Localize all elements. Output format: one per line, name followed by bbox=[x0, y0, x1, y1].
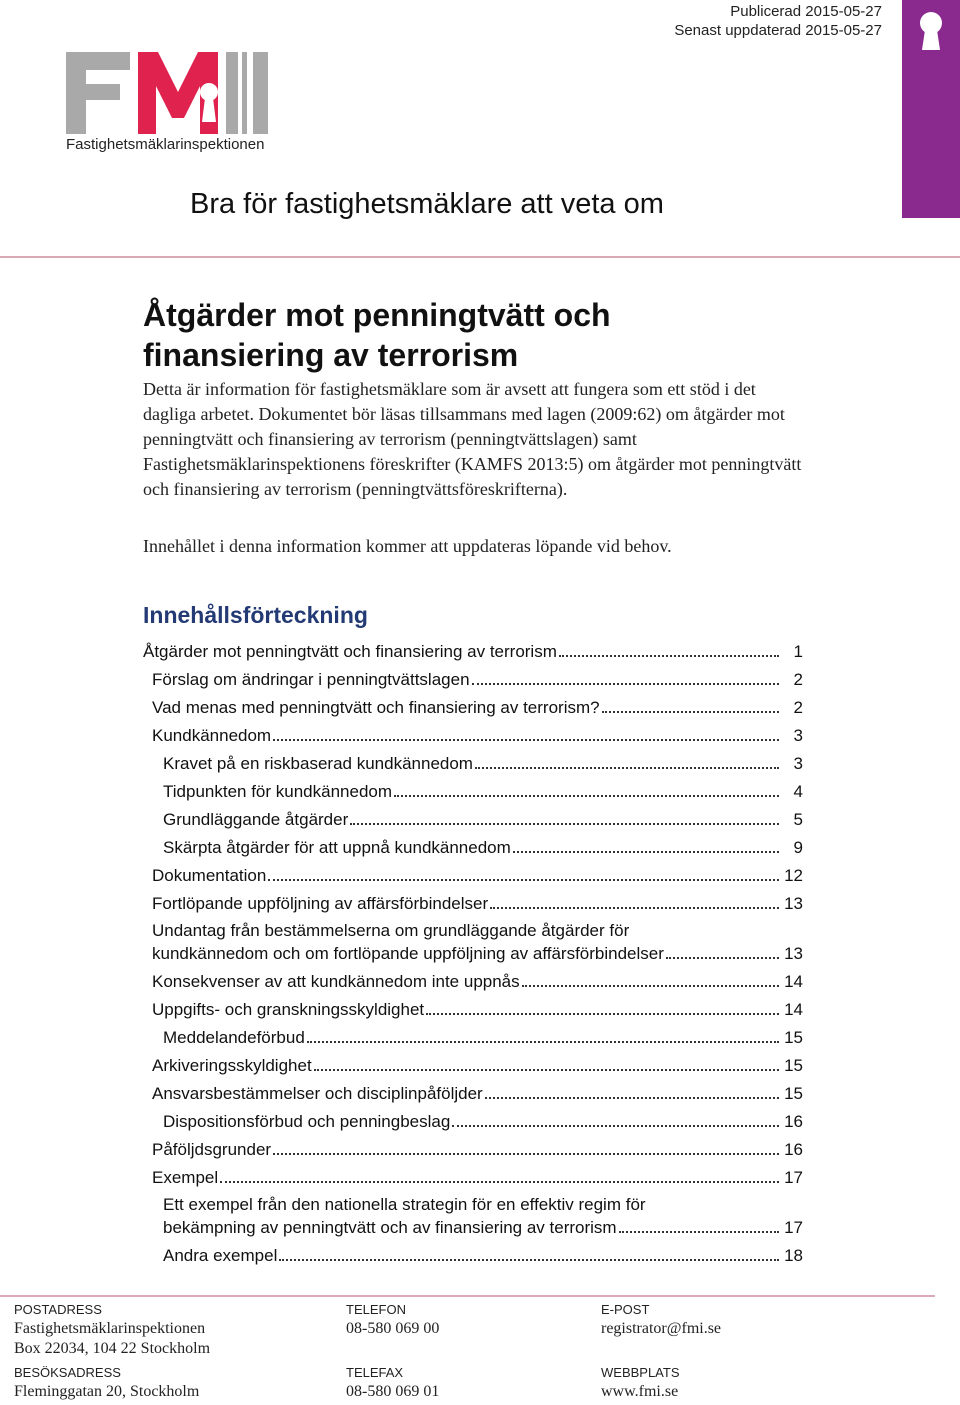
epost-label: E-POST bbox=[601, 1302, 650, 1317]
toc-entry[interactable] bbox=[152, 942, 803, 964]
toc-entry-title: Meddelandeförbud bbox=[163, 1028, 305, 1047]
toc-entry-page: 2 bbox=[793, 670, 803, 689]
toc-entry-page: 2 bbox=[793, 698, 803, 717]
webbplats-label: WEBBPLATS bbox=[601, 1365, 680, 1380]
toc-entry[interactable] bbox=[152, 998, 803, 1020]
toc-entry-title: Dispositionsförbud och penningbeslag bbox=[163, 1112, 451, 1131]
toc-leader bbox=[452, 1125, 779, 1127]
toc-leader bbox=[472, 683, 779, 685]
toc-entry[interactable] bbox=[163, 1216, 803, 1238]
toc-entry-page: 17 bbox=[784, 1218, 803, 1237]
intro-paragraph: Detta är information för fastighetsmäklare som är avsett att fungera som ett stöd i det dagliga arbetet. Dokumentet bör läsas tillsammans med lagen (2009:62) om åtgärder mot penningtvätt och finansiering av terrorism (penningtvättslagen) samt Fastighetsmäklarinspektionens föreskrifter (KAMFS 2013:5) om åtgärder mot penningtvätt och finansiering av terrorism (penningtvättsföreskrifterna). bbox=[143, 379, 802, 499]
toc-entry-title-line2: bekämpning av penningtvätt och av finansiering av terrorism bbox=[163, 1218, 617, 1237]
toc-entry-page: 1 bbox=[793, 642, 803, 661]
toc-entry-title: Tidpunkten för kundkännedom bbox=[163, 782, 393, 801]
publication-dates bbox=[674, 2, 882, 40]
keyhole-icon bbox=[916, 10, 946, 52]
toc-entry-title: Påföljdsgrunder bbox=[152, 1140, 272, 1159]
toc-entry[interactable] bbox=[152, 864, 803, 886]
toc-entry-page: 4 bbox=[793, 782, 803, 801]
toc-entry[interactable] bbox=[152, 668, 803, 690]
toc-leader bbox=[314, 1069, 779, 1071]
toc-entry-page: 15 bbox=[784, 1084, 803, 1103]
toc-entry-page: 18 bbox=[784, 1246, 803, 1265]
toc-entry-title: Förslag om ändringar i penningtvättslagen bbox=[152, 670, 470, 689]
epost-link[interactable]: registrator@fmi.se bbox=[601, 1320, 722, 1337]
toc-leader bbox=[619, 1231, 779, 1233]
toc-entry-title: Ansvarsbestämmelser och disciplinpåföljder bbox=[152, 1084, 483, 1103]
toc-leader bbox=[666, 957, 779, 959]
toc-leader bbox=[279, 1259, 779, 1261]
toc-entry-page: 16 bbox=[784, 1112, 803, 1131]
toc-title: Innehållsförteckning bbox=[143, 602, 368, 628]
toc-entry-title: Arkiveringsskyldighet bbox=[152, 1056, 312, 1075]
toc-leader bbox=[485, 1097, 779, 1099]
toc-entry-title: Fortlöpande uppföljning av affärsförbindelser bbox=[152, 894, 489, 913]
logo-wordmark: Fastighetsmäklarinspektionen bbox=[66, 136, 265, 153]
toc-entry[interactable] bbox=[152, 724, 803, 746]
toc-entry-title-line1: Undantag från bestämmelserna om grundläggande åtgärder för bbox=[152, 921, 630, 940]
toc-entry-title: Andra exempel bbox=[163, 1246, 278, 1265]
update-note: Innehållet i denna information kommer att uppdateras löpande vid behov. bbox=[143, 536, 672, 556]
toc-entry[interactable] bbox=[152, 1166, 803, 1188]
toc-entry-title: Skärpta åtgärder för att uppnå kundkännedom bbox=[163, 838, 511, 857]
toc-leader bbox=[513, 851, 779, 853]
toc-leader bbox=[475, 767, 779, 769]
toc-leader bbox=[602, 711, 779, 713]
title-line-2: finansiering av terrorism bbox=[143, 337, 519, 373]
toc-entry-page: 16 bbox=[784, 1140, 803, 1159]
telefax-label: TELEFAX bbox=[346, 1365, 404, 1380]
toc-leader bbox=[490, 907, 779, 909]
footer-divider bbox=[0, 1295, 935, 1297]
toc-leader bbox=[350, 823, 779, 825]
telefax-value: 08-580 069 01 bbox=[346, 1383, 440, 1400]
published-date: Publicerad 2015-05-27 bbox=[730, 3, 882, 20]
toc-entry-title: Grundläggande åtgärder bbox=[163, 810, 349, 829]
toc-entry-page: 15 bbox=[784, 1056, 803, 1075]
postadress-label: POSTADRESS bbox=[14, 1302, 102, 1317]
toc-leader bbox=[426, 1013, 779, 1015]
telefon-label: TELEFON bbox=[346, 1302, 406, 1317]
toc-leader bbox=[220, 1181, 779, 1183]
toc-entry-page: 13 bbox=[784, 894, 803, 913]
besoksadress-value: Fleminggatan 20, Stockholm bbox=[14, 1383, 200, 1400]
toc-entry[interactable] bbox=[152, 1138, 803, 1160]
telefon-value: 08-580 069 00 bbox=[346, 1320, 440, 1337]
toc-entry[interactable] bbox=[163, 780, 803, 802]
toc-entry[interactable] bbox=[163, 808, 803, 830]
postadress-line-1: Fastighetsmäklarinspektionen bbox=[14, 1320, 206, 1337]
toc-entry-page: 3 bbox=[793, 754, 803, 773]
toc-entry[interactable] bbox=[143, 640, 803, 662]
header-divider bbox=[0, 256, 960, 258]
toc-entry[interactable] bbox=[152, 892, 803, 914]
toc-entry-title: Konsekvenser av att kundkännedom inte uppnås bbox=[152, 972, 520, 991]
toc-entry-page: 13 bbox=[784, 944, 803, 963]
toc-entry[interactable] bbox=[163, 836, 803, 858]
title-line-1: Åtgärder mot penningtvätt och bbox=[143, 297, 611, 333]
toc-entry-page: 9 bbox=[793, 838, 803, 857]
toc-entry-title: Kravet på en riskbaserad kundkännedom bbox=[163, 754, 473, 773]
toc-leader bbox=[559, 655, 779, 657]
updated-date: Senast uppdaterad 2015-05-27 bbox=[674, 22, 882, 39]
toc-entry[interactable] bbox=[163, 1026, 803, 1048]
toc-entry-title-line2: kundkännedom och om fortlöpande uppföljning av affärsförbindelser bbox=[152, 944, 664, 963]
toc-leader bbox=[394, 795, 779, 797]
toc-entry-page: 14 bbox=[784, 972, 803, 991]
toc-entry[interactable] bbox=[152, 696, 803, 718]
toc-entry-page: 5 bbox=[793, 810, 803, 829]
toc-entry-title: Uppgifts- och granskningsskyldighet bbox=[152, 1000, 425, 1019]
document-title bbox=[143, 295, 611, 375]
postadress-line-2: Box 22034, 104 22 Stockholm bbox=[14, 1340, 211, 1357]
toc-entry-title: Exempel bbox=[152, 1168, 219, 1187]
besoksadress-label: BESÖKSADRESS bbox=[14, 1365, 121, 1380]
toc-entry[interactable] bbox=[163, 1110, 803, 1132]
toc-leader bbox=[268, 879, 779, 881]
toc-entry-title-line1: Ett exempel från den nationella strategin för en effektiv regim för bbox=[163, 1195, 646, 1214]
toc-entry-page: 15 bbox=[784, 1028, 803, 1047]
toc-entry-title: Vad menas med penningtvätt och finansiering av terrorism? bbox=[152, 698, 600, 717]
toc-entry[interactable] bbox=[152, 1082, 803, 1104]
toc-entry[interactable] bbox=[152, 1054, 803, 1076]
toc-entry-title: Åtgärder mot penningtvätt och finansiering av terrorism bbox=[143, 642, 557, 661]
toc-entry-page: 3 bbox=[793, 726, 803, 745]
toc-entry[interactable] bbox=[163, 752, 803, 774]
toc-entry-page: 17 bbox=[784, 1168, 803, 1187]
toc-leader bbox=[273, 739, 779, 741]
toc-entry-title: Kundkännedom bbox=[152, 726, 272, 745]
toc-entry-page: 12 bbox=[784, 866, 803, 885]
toc-leader bbox=[522, 985, 779, 987]
fmi-logo bbox=[66, 52, 271, 134]
toc-leader bbox=[307, 1041, 779, 1043]
toc-entry[interactable] bbox=[152, 970, 803, 992]
toc-entry-page: 14 bbox=[784, 1000, 803, 1019]
webbplats-link[interactable]: www.fmi.se bbox=[601, 1383, 679, 1400]
page-heading: Bra för fastighetsmäklare att veta om bbox=[190, 188, 664, 220]
toc-entry[interactable] bbox=[163, 1244, 803, 1266]
toc-entry-title: Dokumentation bbox=[152, 866, 267, 885]
toc-leader bbox=[273, 1153, 779, 1155]
